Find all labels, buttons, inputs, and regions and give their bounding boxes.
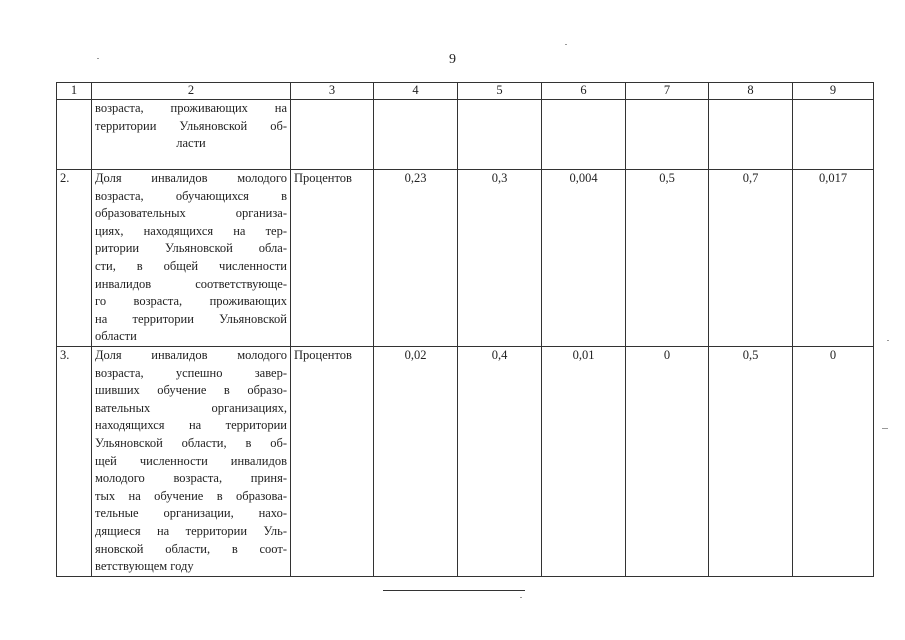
empty-cell [458,100,542,170]
scan-speck [97,58,99,59]
name-line: го возраста, проживающих [95,294,287,309]
name-line: Ульяновской области, в об- [95,435,287,450]
column-header: 5 [458,83,542,100]
empty-cell [626,100,709,170]
value-cell: 0 [626,347,709,577]
name-line: инвалидов соответствующе- [95,276,287,291]
scan-speck [887,340,889,341]
value-cell: 0,01 [542,347,626,577]
name-line: вательных организациях, [95,400,287,415]
name-line: яновской области, в соот- [95,541,287,556]
name-line: шивших обучение в образо- [95,383,287,398]
column-header: 9 [793,83,874,100]
scan-speck [520,597,522,598]
footer-rule [383,590,525,591]
name-line: тельные организации, нахо- [95,506,287,521]
empty-cell [709,100,793,170]
unit-cell: Процентов [291,170,374,347]
value-cell: 0,02 [374,347,458,577]
name-line: Доля инвалидов молодого [95,171,287,185]
page-number: 9 [449,52,456,67]
value-cell: 0,004 [542,170,626,347]
value-cell: 0,5 [709,347,793,577]
name-line: территории Ульяновской об- [95,118,287,133]
value-cell: 0,23 [374,170,458,347]
table-header-row [57,83,874,100]
indicator-name-cell [92,347,291,577]
unit-cell: Процентов [291,347,374,577]
column-header: 4 [374,83,458,100]
column-header: 2 [92,83,291,100]
column-header: 6 [542,83,626,100]
name-line: Доля инвалидов молодого [95,348,287,362]
column-header: 7 [626,83,709,100]
name-line: возраста, успешно завер- [95,365,287,380]
name-line: ритории Ульяновской обла- [95,241,287,256]
indicator-name-cell [92,100,291,170]
name-line: сти, в общей численности [95,258,287,273]
column-header: 3 [291,83,374,100]
name-line: молодого возраста, приня- [95,471,287,486]
column-header: 8 [709,83,793,100]
name-line: области [95,329,137,344]
value-cell: 0,017 [793,170,874,347]
indicator-name-cell [92,170,291,347]
name-line: возраста, обучающихся в [95,188,287,203]
name-line: на территории Ульяновской [95,311,287,326]
indicators-table [56,82,874,577]
table-row [57,347,874,577]
value-cell: 0 [793,347,874,577]
scan-speck [882,428,888,429]
name-line: тых на обучение в образова- [95,488,287,503]
value-cell: 0,4 [458,347,542,577]
table-row [57,170,874,347]
empty-cell [793,100,874,170]
row-number-cell [57,100,92,170]
name-line: дящиеся на территории Уль- [95,523,287,538]
name-line: щей численности инвалидов [95,453,287,468]
value-cell: 0,3 [458,170,542,347]
name-line: образовательных организа- [95,206,287,221]
empty-cell [542,100,626,170]
name-line: находящихся на территории [95,418,287,433]
name-line: ласти [176,136,206,151]
row-number-cell: 3. [57,347,92,577]
empty-cell [291,100,374,170]
name-line: циях, находящихся на тер- [95,223,287,238]
row-number-cell: 2. [57,170,92,347]
empty-cell [374,100,458,170]
column-header: 1 [57,83,92,100]
name-line: возраста, проживающих на [95,101,287,115]
value-cell: 0,7 [709,170,793,347]
scan-speck [565,44,567,45]
value-cell: 0,5 [626,170,709,347]
name-line: ветствующем году [95,559,194,574]
table-row-continuation [57,100,874,170]
